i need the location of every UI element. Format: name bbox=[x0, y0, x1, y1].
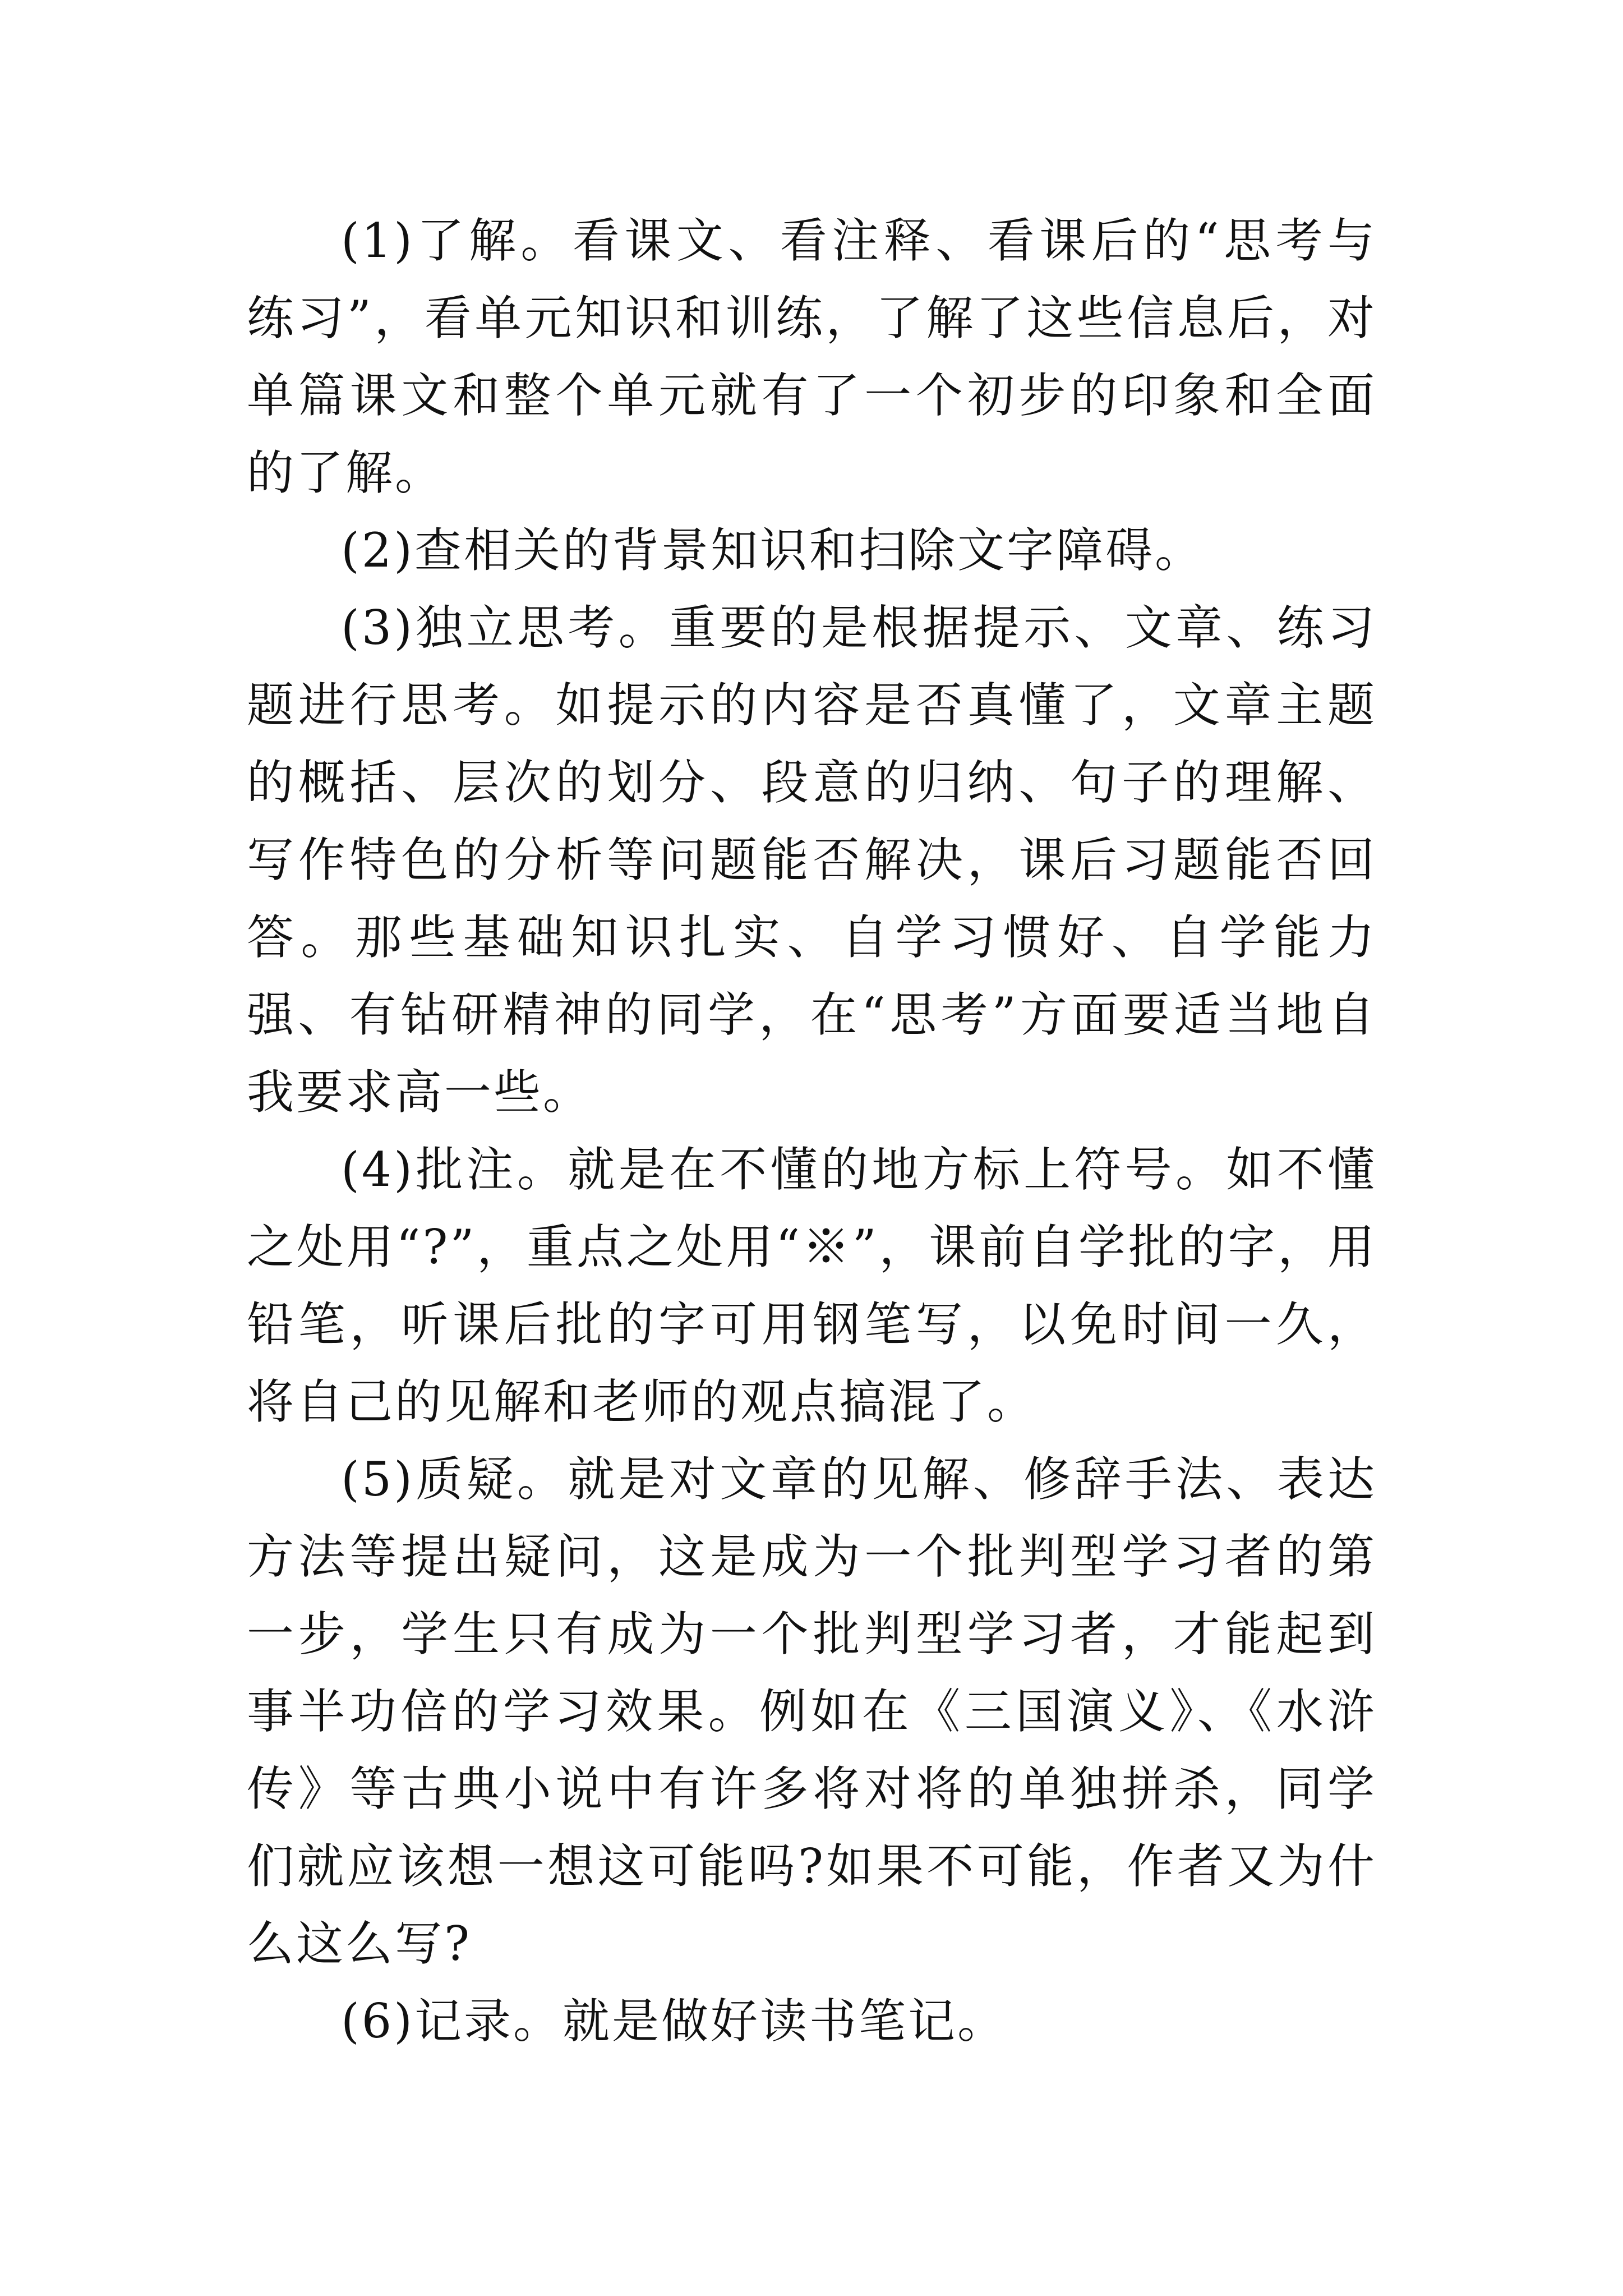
document-body bbox=[247, 202, 1377, 2060]
paragraph-questioning: (5)质疑。就是对文章的见解、修辞手法、表达方法等提出疑问，这是成为一个批判型学习者的第一步，学生只有成为一个批判型学习者，才能起到事半功倍的学习效果。例如在《三国演义》、《水浒传》等古典小说中有许多将对将的单独拼杀，同学们就应该想一想这可能吗?如果不可能，作者又为什么这么写? bbox=[247, 1452, 1377, 1971]
paragraph-annotation: (4)批注。就是在不懂的地方标上符号。如不懂之处用“?”，重点之处用“※”，课前自学批的字，用铅笔，听课后批的字可用钢笔写，以免时间一久，将自己的见解和老师的观点搞混了。 bbox=[247, 1142, 1377, 1429]
paragraph-understand: (1)了解。看课文、看注释、看课后的“思考与练习”，看单元知识和训练，了解了这些信息后，对单篇课文和整个单元就有了一个初步的印象和全面的了解。 bbox=[247, 213, 1377, 500]
paragraph-background-knowledge: (2)查相关的背景知识和扫除文字障碍。 bbox=[341, 523, 1204, 578]
paragraph-independent-thinking: (3)独立思考。重要的是根据提示、文章、练习题进行思考。如提示的内容是否真懂了，文章主题的概括、层次的划分、段意的归纳、句子的理解、写作特色的分析等问题能否解决，课后习题能否回答。那些基础知识扎实、自学习惯好、自学能力强、有钻研精神的同学，在“思考”方面要适当地自我要求高一些。 bbox=[247, 600, 1377, 1120]
paragraph-recording: (6)记录。就是做好读书笔记。 bbox=[341, 1994, 1007, 2049]
